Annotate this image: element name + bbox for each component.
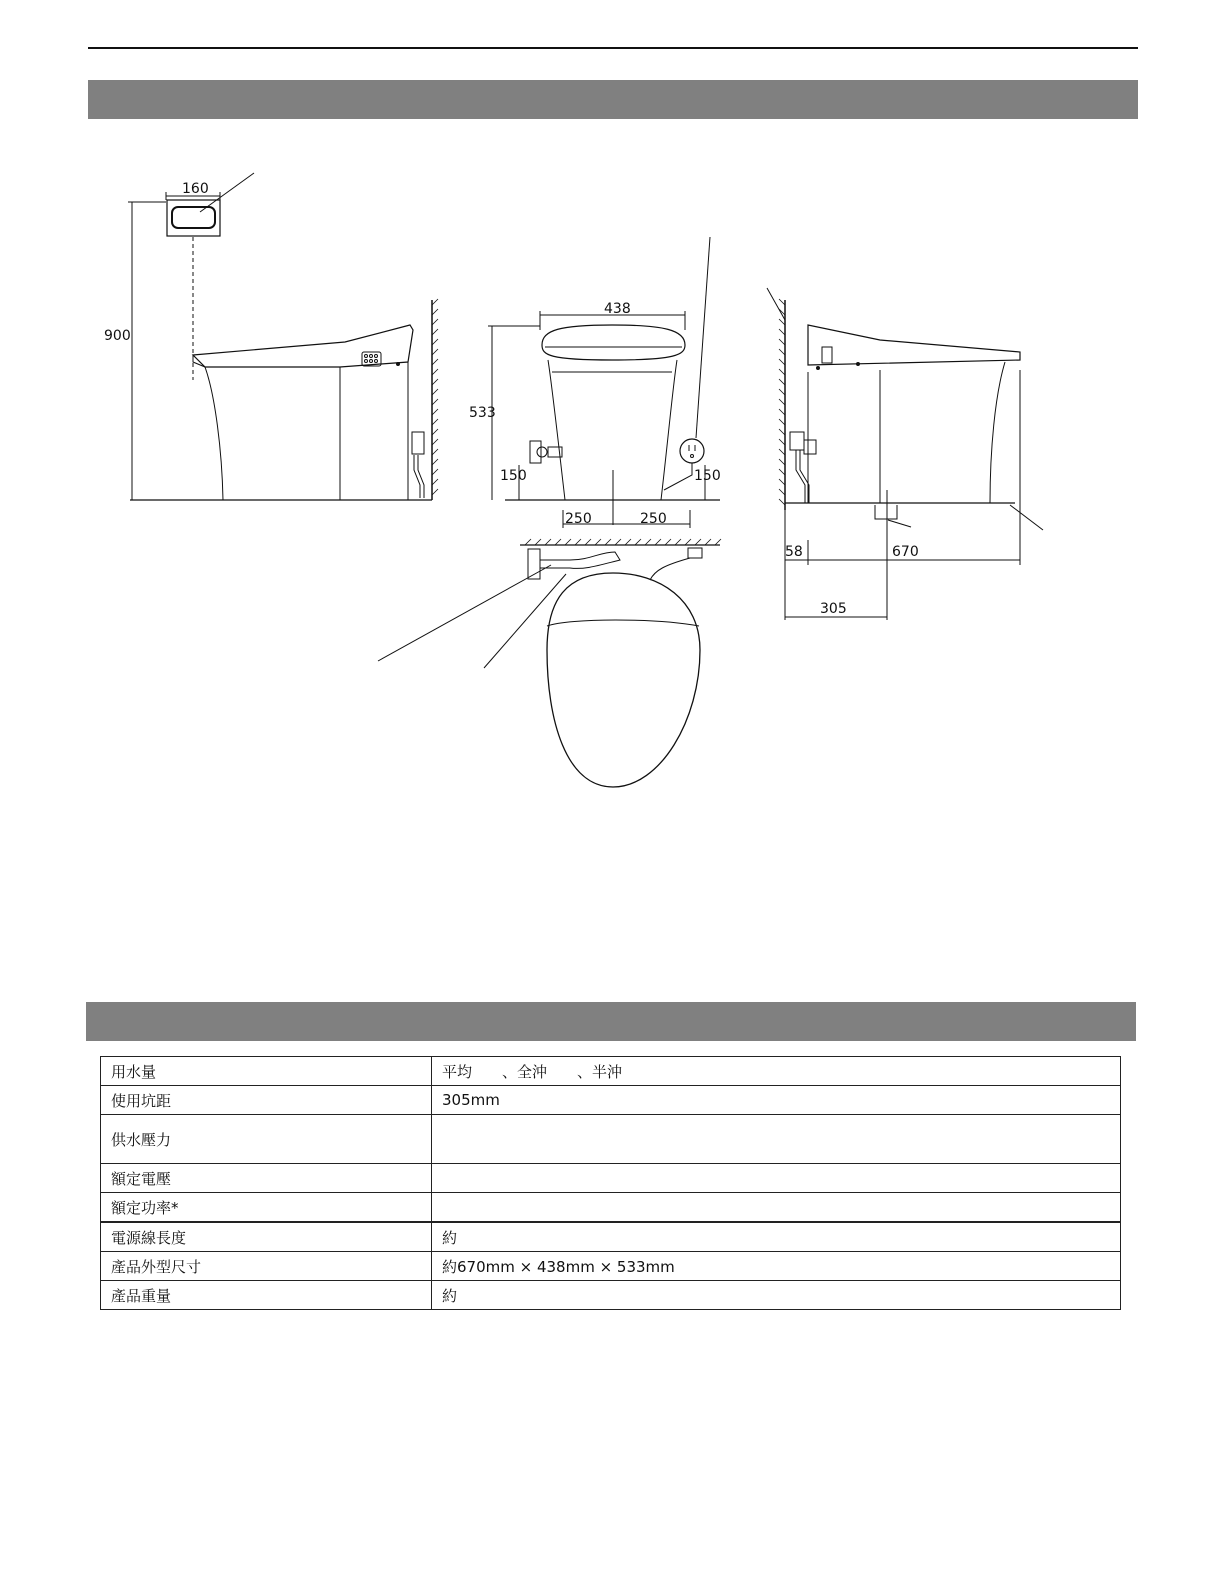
table-row bbox=[101, 1222, 1121, 1252]
table-row bbox=[101, 1281, 1121, 1310]
spec-value: 平均 、全沖 、半沖 bbox=[432, 1057, 1121, 1086]
dim-rough-in: 305 bbox=[820, 601, 847, 617]
dim-front-right-pipe: 150 bbox=[694, 468, 721, 484]
spec-value bbox=[432, 1164, 1121, 1193]
spec-value bbox=[432, 1115, 1121, 1164]
spec-value: 約670mm × 438mm × 533mm bbox=[432, 1252, 1121, 1281]
top-view bbox=[378, 539, 721, 787]
spec-key: 額定電壓 bbox=[101, 1164, 432, 1193]
spec-key: 產品外型尺寸 bbox=[101, 1252, 432, 1281]
rear-view bbox=[767, 288, 1043, 620]
spec-value bbox=[432, 1193, 1121, 1223]
spec-key: 電源線長度 bbox=[101, 1222, 432, 1252]
spec-value: 約 bbox=[432, 1281, 1121, 1310]
spec-value: 305mm bbox=[432, 1086, 1121, 1115]
dim-front-right-offset: 250 bbox=[640, 511, 667, 527]
table-row bbox=[101, 1164, 1121, 1193]
table-row bbox=[101, 1252, 1121, 1281]
spec-key: 使用坑距 bbox=[101, 1086, 432, 1115]
table-row bbox=[101, 1086, 1121, 1115]
table-row bbox=[101, 1193, 1121, 1223]
spec-value: 約 bbox=[432, 1222, 1121, 1252]
spec-table bbox=[100, 1056, 1121, 1310]
dimension-labels bbox=[104, 181, 919, 617]
dim-side-height: 900 bbox=[104, 328, 131, 344]
spec-key: 供水壓力 bbox=[101, 1115, 432, 1164]
spec-key: 產品重量 bbox=[101, 1281, 432, 1310]
dim-front-left-pipe: 150 bbox=[500, 468, 527, 484]
dim-front-width: 438 bbox=[604, 301, 631, 317]
dim-rear-wall-gap: 58 bbox=[785, 544, 803, 560]
front-view bbox=[488, 237, 720, 528]
table-row bbox=[101, 1115, 1121, 1164]
dim-rear-length: 670 bbox=[892, 544, 919, 560]
table-row bbox=[101, 1057, 1121, 1086]
spec-key: 額定功率* bbox=[101, 1193, 432, 1223]
dim-side-width: 160 bbox=[182, 181, 209, 197]
side-view bbox=[128, 173, 438, 500]
spec-key: 用水量 bbox=[101, 1057, 432, 1086]
dim-front-left-offset: 250 bbox=[565, 511, 592, 527]
dim-front-height: 533 bbox=[469, 405, 496, 421]
section-header-band-specs bbox=[86, 1002, 1136, 1041]
